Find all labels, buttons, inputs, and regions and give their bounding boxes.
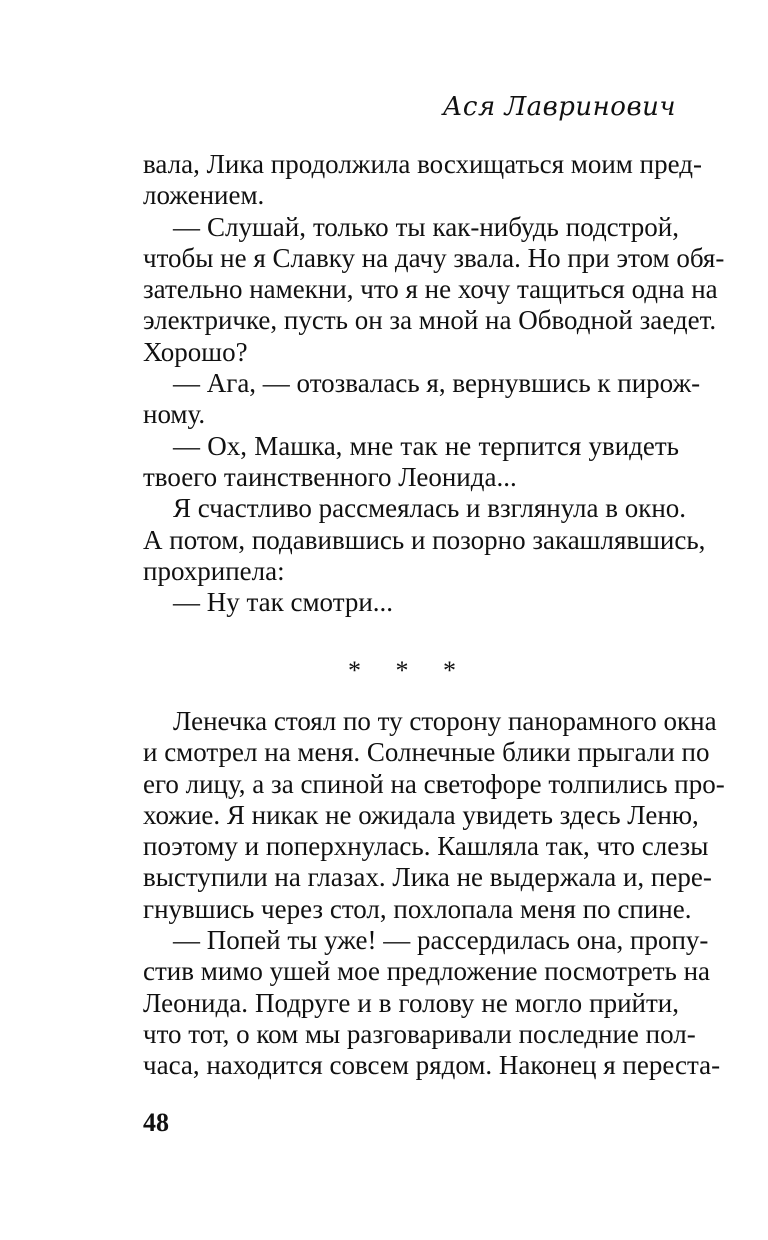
text-line: зательно намекни, что я не хочу тащиться одна на — [143, 274, 718, 305]
text-line: — Ох, Машка, мне так не терпится увидеть — [173, 430, 679, 461]
text-line: электричке, пусть он за мной на Обводной заедет. — [143, 305, 717, 336]
text-line: прохрипела: — [143, 555, 285, 586]
text-line: и смотрел на меня. Солнечные блики прыгали по — [143, 737, 710, 768]
text-line: стив мимо ушей мое предложение посмотреть на — [143, 956, 710, 987]
section-separator: * * * — [348, 656, 470, 685]
text-line: — Попей ты уже! — рассердилась она, пропу- — [173, 925, 709, 956]
text-line: Я счастливо рассмеялась и взглянула в окно. — [173, 493, 687, 524]
text-line: твоего таинственного Леонида... — [143, 461, 517, 492]
text-line: чтобы не я Славку на дачу звала. Но при этом обя- — [143, 242, 725, 273]
text-line: выступили на глазах. Лика не выдержала и, пере- — [143, 862, 712, 893]
text-line: вала, Лика продолжила восхищаться моим пред- — [143, 149, 702, 179]
text-line: ному. — [143, 399, 206, 430]
text-line: хожие. Я никак не ожидала увидеть здесь Леню, — [143, 799, 699, 830]
text-line: что тот, о ком мы разговаривали последние пол- — [143, 1018, 696, 1049]
text-line: гнувшись через стол, похлопала меня по спине. — [143, 893, 692, 924]
text-line: Хорошо? — [143, 336, 248, 367]
running-head-author: Ася Лавринович — [442, 92, 676, 122]
text-line: его лицу, а за спиной на светофоре толпились про- — [143, 768, 725, 799]
text-block-top — [143, 149, 725, 618]
text-line: Леонида. Подруге и в голову не могло прийти, — [143, 987, 679, 1018]
text-block-bottom — [143, 706, 725, 1082]
text-line: ложением. — [143, 180, 265, 211]
text-line: — Слушай, только ты как-нибудь подстрой, — [173, 211, 679, 242]
text-line: — Ага, — отозвалась я, вернувшись к пирож- — [173, 368, 701, 399]
text-line: — Ну так смотри... — [173, 587, 394, 618]
text-line: часа, находится совсем рядом. Наконец я переста- — [143, 1050, 721, 1081]
text-line: А потом, подавившись и позорно закашлявшись, — [143, 524, 706, 555]
page-number: 48 — [143, 1108, 169, 1137]
text-line: поэтому и поперхнулась. Кашляла так, что слезы — [143, 831, 709, 862]
text-line: Ленечка стоял по ту сторону панорамного окна — [173, 706, 717, 736]
